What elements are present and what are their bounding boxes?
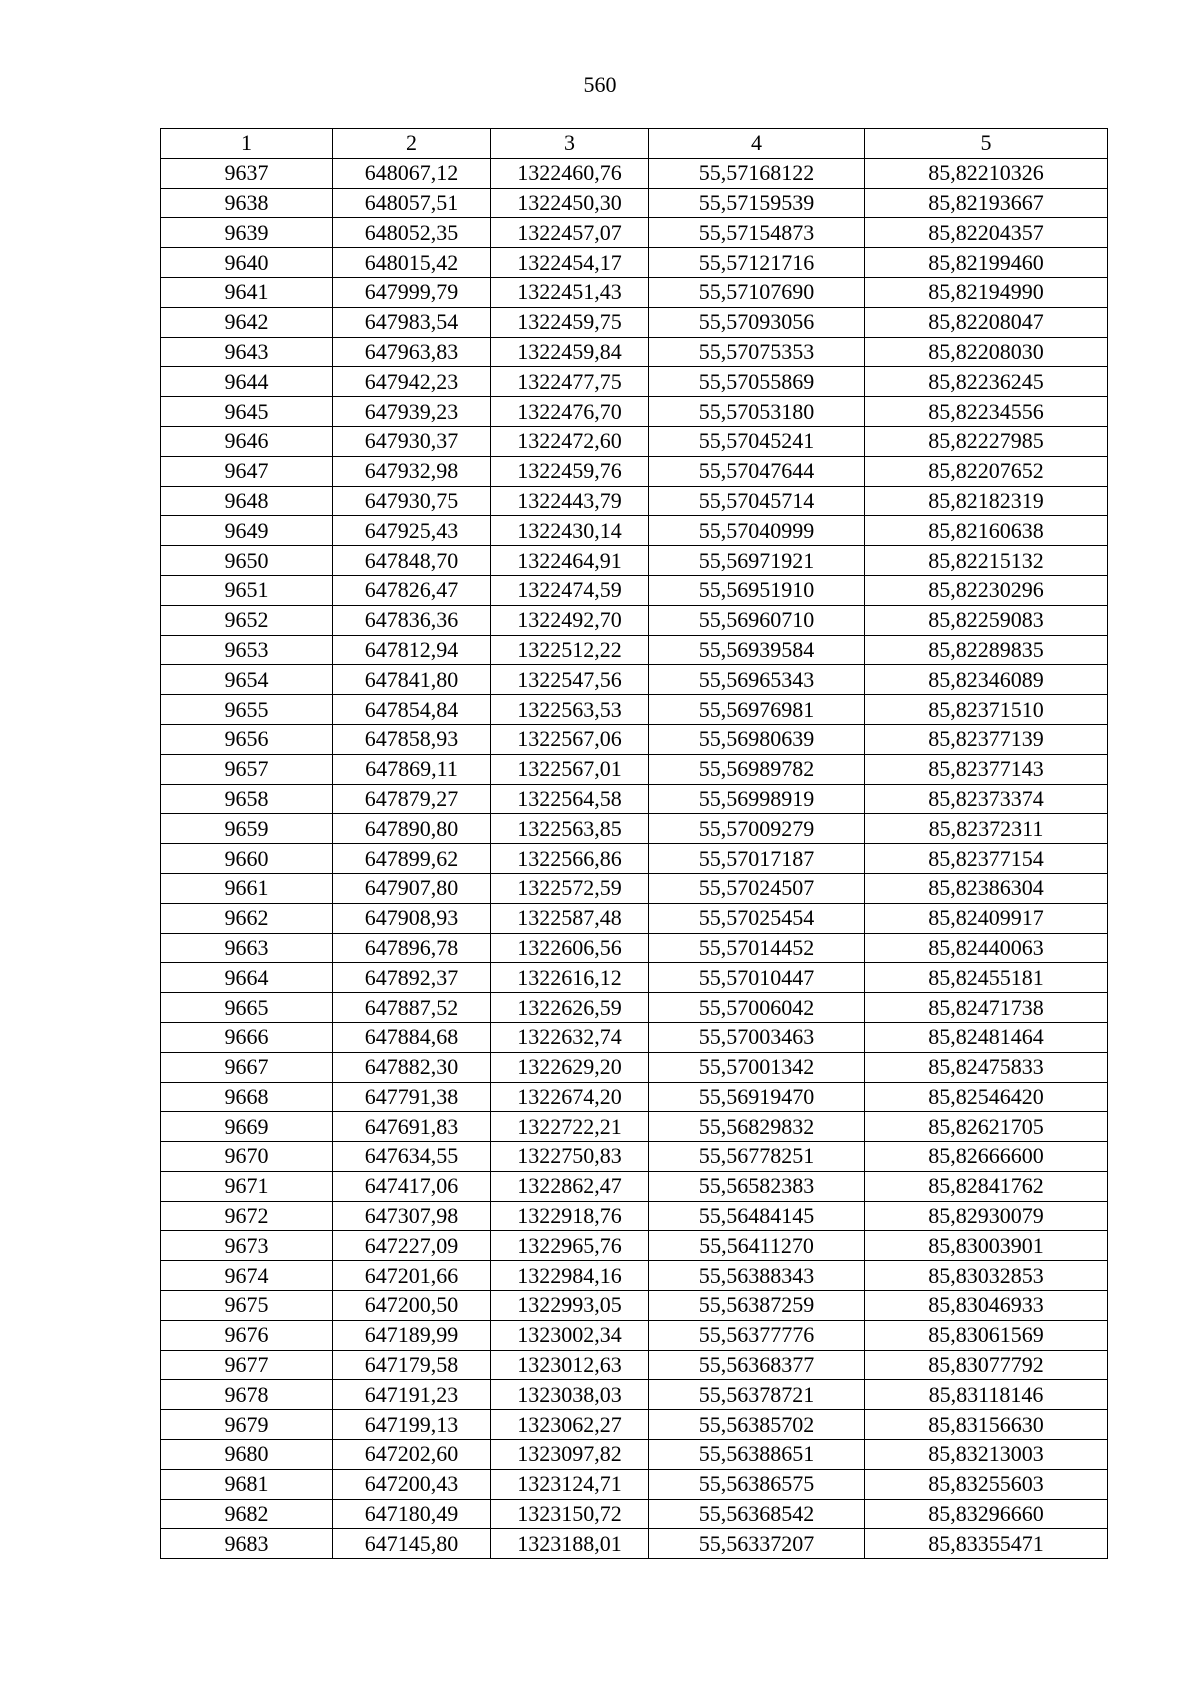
table-row bbox=[161, 1410, 1108, 1440]
table-row bbox=[161, 397, 1108, 427]
table-cell: 55,57055869 bbox=[649, 367, 865, 397]
table-row bbox=[161, 1469, 1108, 1499]
table-cell: 9642 bbox=[161, 307, 333, 337]
table-cell: 9656 bbox=[161, 724, 333, 754]
table-row bbox=[161, 844, 1108, 874]
table-cell: 647691,83 bbox=[333, 1112, 491, 1142]
table-cell: 85,82386304 bbox=[865, 873, 1108, 903]
table-cell: 9683 bbox=[161, 1529, 333, 1559]
table-cell: 647999,79 bbox=[333, 277, 491, 307]
table-cell: 1323012,63 bbox=[491, 1350, 649, 1380]
table-cell: 647930,75 bbox=[333, 486, 491, 516]
table-cell: 85,82841762 bbox=[865, 1171, 1108, 1201]
table-cell: 648057,51 bbox=[333, 188, 491, 218]
table-cell: 1322965,76 bbox=[491, 1231, 649, 1261]
table-cell: 648015,42 bbox=[333, 248, 491, 278]
table-cell: 647942,23 bbox=[333, 367, 491, 397]
table-cell: 85,82236245 bbox=[865, 367, 1108, 397]
table-cell: 647884,68 bbox=[333, 1022, 491, 1052]
table-cell: 9659 bbox=[161, 814, 333, 844]
table-cell: 9658 bbox=[161, 784, 333, 814]
table-cell: 1322572,59 bbox=[491, 873, 649, 903]
table-row bbox=[161, 695, 1108, 725]
column-header: 2 bbox=[333, 129, 491, 159]
table-row bbox=[161, 873, 1108, 903]
table-cell: 55,56385702 bbox=[649, 1410, 865, 1440]
table-row bbox=[161, 277, 1108, 307]
table-cell: 9682 bbox=[161, 1499, 333, 1529]
table-cell: 55,57093056 bbox=[649, 307, 865, 337]
table-cell: 85,82234556 bbox=[865, 397, 1108, 427]
table-row bbox=[161, 1499, 1108, 1529]
table-cell: 55,56368377 bbox=[649, 1350, 865, 1380]
table-cell: 1322616,12 bbox=[491, 963, 649, 993]
table-cell: 55,57010447 bbox=[649, 963, 865, 993]
table-cell: 55,56998919 bbox=[649, 784, 865, 814]
table-cell: 647179,58 bbox=[333, 1350, 491, 1380]
table-row bbox=[161, 1291, 1108, 1321]
table-cell: 9652 bbox=[161, 605, 333, 635]
table-cell: 85,82210326 bbox=[865, 158, 1108, 188]
table-cell: 9660 bbox=[161, 844, 333, 874]
table-cell: 648067,12 bbox=[333, 158, 491, 188]
table-cell: 9671 bbox=[161, 1171, 333, 1201]
table-cell: 55,56378721 bbox=[649, 1380, 865, 1410]
table-row bbox=[161, 546, 1108, 576]
table-cell: 85,82371510 bbox=[865, 695, 1108, 725]
table-cell: 55,56337207 bbox=[649, 1529, 865, 1559]
table-row bbox=[161, 575, 1108, 605]
table-cell: 85,82481464 bbox=[865, 1022, 1108, 1052]
table-cell: 1322477,75 bbox=[491, 367, 649, 397]
table-row bbox=[161, 933, 1108, 963]
table-cell: 1322547,56 bbox=[491, 665, 649, 695]
table-row bbox=[161, 1201, 1108, 1231]
table-cell: 647826,47 bbox=[333, 575, 491, 605]
table-cell: 1322567,06 bbox=[491, 724, 649, 754]
table-cell: 85,82377143 bbox=[865, 754, 1108, 784]
table-cell: 55,56411270 bbox=[649, 1231, 865, 1261]
table-cell: 55,56388651 bbox=[649, 1440, 865, 1470]
table-cell: 9681 bbox=[161, 1469, 333, 1499]
table-cell: 647932,98 bbox=[333, 456, 491, 486]
table-cell: 55,56989782 bbox=[649, 754, 865, 784]
table-cell: 9664 bbox=[161, 963, 333, 993]
table-cell: 1323062,27 bbox=[491, 1410, 649, 1440]
table-cell: 55,57121716 bbox=[649, 248, 865, 278]
table-body bbox=[161, 158, 1108, 1558]
table-cell: 85,83118146 bbox=[865, 1380, 1108, 1410]
table-cell: 85,82193667 bbox=[865, 188, 1108, 218]
table-cell: 9637 bbox=[161, 158, 333, 188]
table-cell: 85,83156630 bbox=[865, 1410, 1108, 1440]
table-cell: 647307,98 bbox=[333, 1201, 491, 1231]
column-header: 4 bbox=[649, 129, 865, 159]
table-cell: 647791,38 bbox=[333, 1082, 491, 1112]
table-cell: 1323150,72 bbox=[491, 1499, 649, 1529]
table-cell: 647201,66 bbox=[333, 1261, 491, 1291]
table-cell: 1322722,21 bbox=[491, 1112, 649, 1142]
table-cell: 85,83355471 bbox=[865, 1529, 1108, 1559]
table-cell: 647925,43 bbox=[333, 516, 491, 546]
table-cell: 1323038,03 bbox=[491, 1380, 649, 1410]
table-cell: 85,82475833 bbox=[865, 1052, 1108, 1082]
table-cell: 647848,70 bbox=[333, 546, 491, 576]
table-cell: 9677 bbox=[161, 1350, 333, 1380]
table-cell: 1322474,59 bbox=[491, 575, 649, 605]
table-cell: 55,57154873 bbox=[649, 218, 865, 248]
table-row bbox=[161, 814, 1108, 844]
table-cell: 55,56582383 bbox=[649, 1171, 865, 1201]
table-cell: 9669 bbox=[161, 1112, 333, 1142]
table-cell: 85,82546420 bbox=[865, 1082, 1108, 1112]
table-cell: 1322984,16 bbox=[491, 1261, 649, 1291]
table-cell: 9680 bbox=[161, 1440, 333, 1470]
table-cell: 85,82204357 bbox=[865, 218, 1108, 248]
table-cell: 1323124,71 bbox=[491, 1469, 649, 1499]
table-cell: 647634,55 bbox=[333, 1142, 491, 1172]
table-cell: 9667 bbox=[161, 1052, 333, 1082]
table-cell: 1322606,56 bbox=[491, 933, 649, 963]
table-cell: 9666 bbox=[161, 1022, 333, 1052]
table-row bbox=[161, 635, 1108, 665]
table-row bbox=[161, 337, 1108, 367]
table-cell: 9638 bbox=[161, 188, 333, 218]
table-cell: 1322564,58 bbox=[491, 784, 649, 814]
table-cell: 1322567,01 bbox=[491, 754, 649, 784]
table-cell: 9679 bbox=[161, 1410, 333, 1440]
table-cell: 647890,80 bbox=[333, 814, 491, 844]
table-cell: 9643 bbox=[161, 337, 333, 367]
table-cell: 647200,50 bbox=[333, 1291, 491, 1321]
table-row bbox=[161, 367, 1108, 397]
table-cell: 9672 bbox=[161, 1201, 333, 1231]
table-header bbox=[161, 129, 1108, 159]
table-row bbox=[161, 1022, 1108, 1052]
table-cell: 55,56368542 bbox=[649, 1499, 865, 1529]
table-cell: 9665 bbox=[161, 993, 333, 1023]
table-cell: 647907,80 bbox=[333, 873, 491, 903]
table-cell: 647189,99 bbox=[333, 1320, 491, 1350]
table-cell: 1322459,75 bbox=[491, 307, 649, 337]
table-cell: 9647 bbox=[161, 456, 333, 486]
table-cell: 647191,23 bbox=[333, 1380, 491, 1410]
table-cell: 85,82621705 bbox=[865, 1112, 1108, 1142]
table-cell: 85,83061569 bbox=[865, 1320, 1108, 1350]
table-cell: 55,56976981 bbox=[649, 695, 865, 725]
column-header: 3 bbox=[491, 129, 649, 159]
table-cell: 647869,11 bbox=[333, 754, 491, 784]
table-cell: 9668 bbox=[161, 1082, 333, 1112]
table-cell: 55,56939584 bbox=[649, 635, 865, 665]
table-cell: 85,82208047 bbox=[865, 307, 1108, 337]
table-row bbox=[161, 218, 1108, 248]
table-row bbox=[161, 1350, 1108, 1380]
table-cell: 647200,43 bbox=[333, 1469, 491, 1499]
table-cell: 55,57009279 bbox=[649, 814, 865, 844]
table-cell: 1322443,79 bbox=[491, 486, 649, 516]
table-cell: 85,82230296 bbox=[865, 575, 1108, 605]
table-row bbox=[161, 1529, 1108, 1559]
table-cell: 1322476,70 bbox=[491, 397, 649, 427]
table-cell: 85,82471738 bbox=[865, 993, 1108, 1023]
table-row bbox=[161, 784, 1108, 814]
table-cell: 85,83032853 bbox=[865, 1261, 1108, 1291]
table-row bbox=[161, 903, 1108, 933]
table-cell: 55,57053180 bbox=[649, 397, 865, 427]
table-cell: 55,56778251 bbox=[649, 1142, 865, 1172]
table-cell: 9670 bbox=[161, 1142, 333, 1172]
table-row bbox=[161, 1440, 1108, 1470]
table-cell: 1322451,43 bbox=[491, 277, 649, 307]
table-cell: 647199,13 bbox=[333, 1410, 491, 1440]
table-cell: 85,82377154 bbox=[865, 844, 1108, 874]
table-cell: 9675 bbox=[161, 1291, 333, 1321]
table-cell: 85,82377139 bbox=[865, 724, 1108, 754]
table-cell: 1322750,83 bbox=[491, 1142, 649, 1172]
table-cell: 85,82455181 bbox=[865, 963, 1108, 993]
table-cell: 1322629,20 bbox=[491, 1052, 649, 1082]
table-cell: 1323188,01 bbox=[491, 1529, 649, 1559]
table-cell: 9653 bbox=[161, 635, 333, 665]
table-cell: 9651 bbox=[161, 575, 333, 605]
table-row bbox=[161, 456, 1108, 486]
table-cell: 85,83003901 bbox=[865, 1231, 1108, 1261]
table-cell: 55,56971921 bbox=[649, 546, 865, 576]
table-cell: 85,83255603 bbox=[865, 1469, 1108, 1499]
table-row bbox=[161, 307, 1108, 337]
table-row bbox=[161, 1082, 1108, 1112]
table-cell: 85,82194990 bbox=[865, 277, 1108, 307]
table-row bbox=[161, 1052, 1108, 1082]
table-cell: 55,57014452 bbox=[649, 933, 865, 963]
table-row bbox=[161, 1261, 1108, 1291]
table-row bbox=[161, 1320, 1108, 1350]
table-row bbox=[161, 1142, 1108, 1172]
table-cell: 85,83077792 bbox=[865, 1350, 1108, 1380]
table-cell: 55,56388343 bbox=[649, 1261, 865, 1291]
header-row bbox=[161, 129, 1108, 159]
table-cell: 647836,36 bbox=[333, 605, 491, 635]
table-cell: 85,82346089 bbox=[865, 665, 1108, 695]
table-cell: 1322674,20 bbox=[491, 1082, 649, 1112]
table-cell: 1322454,17 bbox=[491, 248, 649, 278]
table-cell: 1322862,47 bbox=[491, 1171, 649, 1201]
table-cell: 55,56484145 bbox=[649, 1201, 865, 1231]
table-cell: 1322460,76 bbox=[491, 158, 649, 188]
table-cell: 55,57001342 bbox=[649, 1052, 865, 1082]
table-cell: 55,57168122 bbox=[649, 158, 865, 188]
table-cell: 1322563,53 bbox=[491, 695, 649, 725]
table-row bbox=[161, 605, 1108, 635]
table-cell: 55,56387259 bbox=[649, 1291, 865, 1321]
table-cell: 1322918,76 bbox=[491, 1201, 649, 1231]
table-cell: 647892,37 bbox=[333, 963, 491, 993]
table-row bbox=[161, 516, 1108, 546]
table-cell: 9678 bbox=[161, 1380, 333, 1410]
table-cell: 647202,60 bbox=[333, 1440, 491, 1470]
table-cell: 85,82227985 bbox=[865, 426, 1108, 456]
table-row bbox=[161, 754, 1108, 784]
table-cell: 647983,54 bbox=[333, 307, 491, 337]
table-cell: 55,56386575 bbox=[649, 1469, 865, 1499]
table-cell: 85,83296660 bbox=[865, 1499, 1108, 1529]
table-cell: 9650 bbox=[161, 546, 333, 576]
table-cell: 55,57045241 bbox=[649, 426, 865, 456]
table-cell: 647854,84 bbox=[333, 695, 491, 725]
table-cell: 9661 bbox=[161, 873, 333, 903]
table-cell: 9645 bbox=[161, 397, 333, 427]
table-cell: 9646 bbox=[161, 426, 333, 456]
table-row bbox=[161, 665, 1108, 695]
table-cell: 647899,62 bbox=[333, 844, 491, 874]
table-cell: 55,56829832 bbox=[649, 1112, 865, 1142]
table-cell: 85,83213003 bbox=[865, 1440, 1108, 1470]
table-cell: 55,57025454 bbox=[649, 903, 865, 933]
table-cell: 647887,52 bbox=[333, 993, 491, 1023]
table-row bbox=[161, 426, 1108, 456]
table-cell: 85,82666600 bbox=[865, 1142, 1108, 1172]
table-cell: 1322993,05 bbox=[491, 1291, 649, 1321]
table-cell: 1322626,59 bbox=[491, 993, 649, 1023]
table-cell: 9639 bbox=[161, 218, 333, 248]
table-cell: 55,57047644 bbox=[649, 456, 865, 486]
table-cell: 647908,93 bbox=[333, 903, 491, 933]
table-cell: 85,82373374 bbox=[865, 784, 1108, 814]
table-row bbox=[161, 724, 1108, 754]
table-cell: 1322430,14 bbox=[491, 516, 649, 546]
table-cell: 1322492,70 bbox=[491, 605, 649, 635]
table-cell: 55,56980639 bbox=[649, 724, 865, 754]
table-cell: 1323002,34 bbox=[491, 1320, 649, 1350]
table-cell: 9657 bbox=[161, 754, 333, 784]
table-cell: 85,82160638 bbox=[865, 516, 1108, 546]
table-cell: 647417,06 bbox=[333, 1171, 491, 1201]
table-cell: 55,57045714 bbox=[649, 486, 865, 516]
table-cell: 55,56960710 bbox=[649, 605, 865, 635]
table-cell: 1322563,85 bbox=[491, 814, 649, 844]
table-row bbox=[161, 1112, 1108, 1142]
table-cell: 55,57024507 bbox=[649, 873, 865, 903]
table-cell: 55,56377776 bbox=[649, 1320, 865, 1350]
table-cell: 9654 bbox=[161, 665, 333, 695]
table-cell: 1323097,82 bbox=[491, 1440, 649, 1470]
table-cell: 647939,23 bbox=[333, 397, 491, 427]
table-cell: 9655 bbox=[161, 695, 333, 725]
page-number: 560 bbox=[583, 72, 617, 97]
table-cell: 9662 bbox=[161, 903, 333, 933]
table-row bbox=[161, 188, 1108, 218]
table-cell: 55,57006042 bbox=[649, 993, 865, 1023]
table-cell: 647896,78 bbox=[333, 933, 491, 963]
table-cell: 1322459,76 bbox=[491, 456, 649, 486]
table-cell: 1322459,84 bbox=[491, 337, 649, 367]
table-cell: 1322472,60 bbox=[491, 426, 649, 456]
table-row bbox=[161, 248, 1108, 278]
table-cell: 1322587,48 bbox=[491, 903, 649, 933]
table-cell: 1322450,30 bbox=[491, 188, 649, 218]
table-cell: 9644 bbox=[161, 367, 333, 397]
table-cell: 647812,94 bbox=[333, 635, 491, 665]
table-cell: 647227,09 bbox=[333, 1231, 491, 1261]
table-cell: 9641 bbox=[161, 277, 333, 307]
table-cell: 9663 bbox=[161, 933, 333, 963]
table-cell: 55,56965343 bbox=[649, 665, 865, 695]
table-cell: 1322632,74 bbox=[491, 1022, 649, 1052]
table-cell: 55,57017187 bbox=[649, 844, 865, 874]
column-header: 1 bbox=[161, 129, 333, 159]
table-cell: 9648 bbox=[161, 486, 333, 516]
table-row bbox=[161, 993, 1108, 1023]
table-cell: 85,82199460 bbox=[865, 248, 1108, 278]
table-cell: 647841,80 bbox=[333, 665, 491, 695]
table-cell: 55,57107690 bbox=[649, 277, 865, 307]
table-cell: 1322566,86 bbox=[491, 844, 649, 874]
table-cell: 85,82372311 bbox=[865, 814, 1108, 844]
table-cell: 9649 bbox=[161, 516, 333, 546]
table-cell: 647963,83 bbox=[333, 337, 491, 367]
table-cell: 1322464,91 bbox=[491, 546, 649, 576]
coordinates-table bbox=[160, 128, 1108, 1559]
table-cell: 55,57003463 bbox=[649, 1022, 865, 1052]
table-cell: 1322512,22 bbox=[491, 635, 649, 665]
table-cell: 647145,80 bbox=[333, 1529, 491, 1559]
table-cell: 647882,30 bbox=[333, 1052, 491, 1082]
table-cell: 85,82930079 bbox=[865, 1201, 1108, 1231]
table-cell: 85,82182319 bbox=[865, 486, 1108, 516]
table-cell: 55,57159539 bbox=[649, 188, 865, 218]
table-cell: 85,82409917 bbox=[865, 903, 1108, 933]
table-cell: 85,83046933 bbox=[865, 1291, 1108, 1321]
table-cell: 55,56951910 bbox=[649, 575, 865, 605]
table-row bbox=[161, 1380, 1108, 1410]
table-cell: 647879,27 bbox=[333, 784, 491, 814]
table-cell: 55,57040999 bbox=[649, 516, 865, 546]
table-cell: 55,56919470 bbox=[649, 1082, 865, 1112]
table-cell: 1322457,07 bbox=[491, 218, 649, 248]
column-header: 5 bbox=[865, 129, 1108, 159]
table-row bbox=[161, 963, 1108, 993]
table-cell: 647930,37 bbox=[333, 426, 491, 456]
table-cell: 647858,93 bbox=[333, 724, 491, 754]
table-cell: 648052,35 bbox=[333, 218, 491, 248]
table-cell: 647180,49 bbox=[333, 1499, 491, 1529]
table-cell: 85,82259083 bbox=[865, 605, 1108, 635]
table-cell: 85,82208030 bbox=[865, 337, 1108, 367]
table-cell: 9640 bbox=[161, 248, 333, 278]
table-cell: 85,82289835 bbox=[865, 635, 1108, 665]
table-cell: 9674 bbox=[161, 1261, 333, 1291]
table-cell: 85,82215132 bbox=[865, 546, 1108, 576]
table-row bbox=[161, 1171, 1108, 1201]
table-cell: 55,57075353 bbox=[649, 337, 865, 367]
table-cell: 9673 bbox=[161, 1231, 333, 1261]
table-cell: 85,82440063 bbox=[865, 933, 1108, 963]
table-row bbox=[161, 486, 1108, 516]
table-cell: 85,82207652 bbox=[865, 456, 1108, 486]
table-cell: 9676 bbox=[161, 1320, 333, 1350]
table-row bbox=[161, 1231, 1108, 1261]
table-row bbox=[161, 158, 1108, 188]
